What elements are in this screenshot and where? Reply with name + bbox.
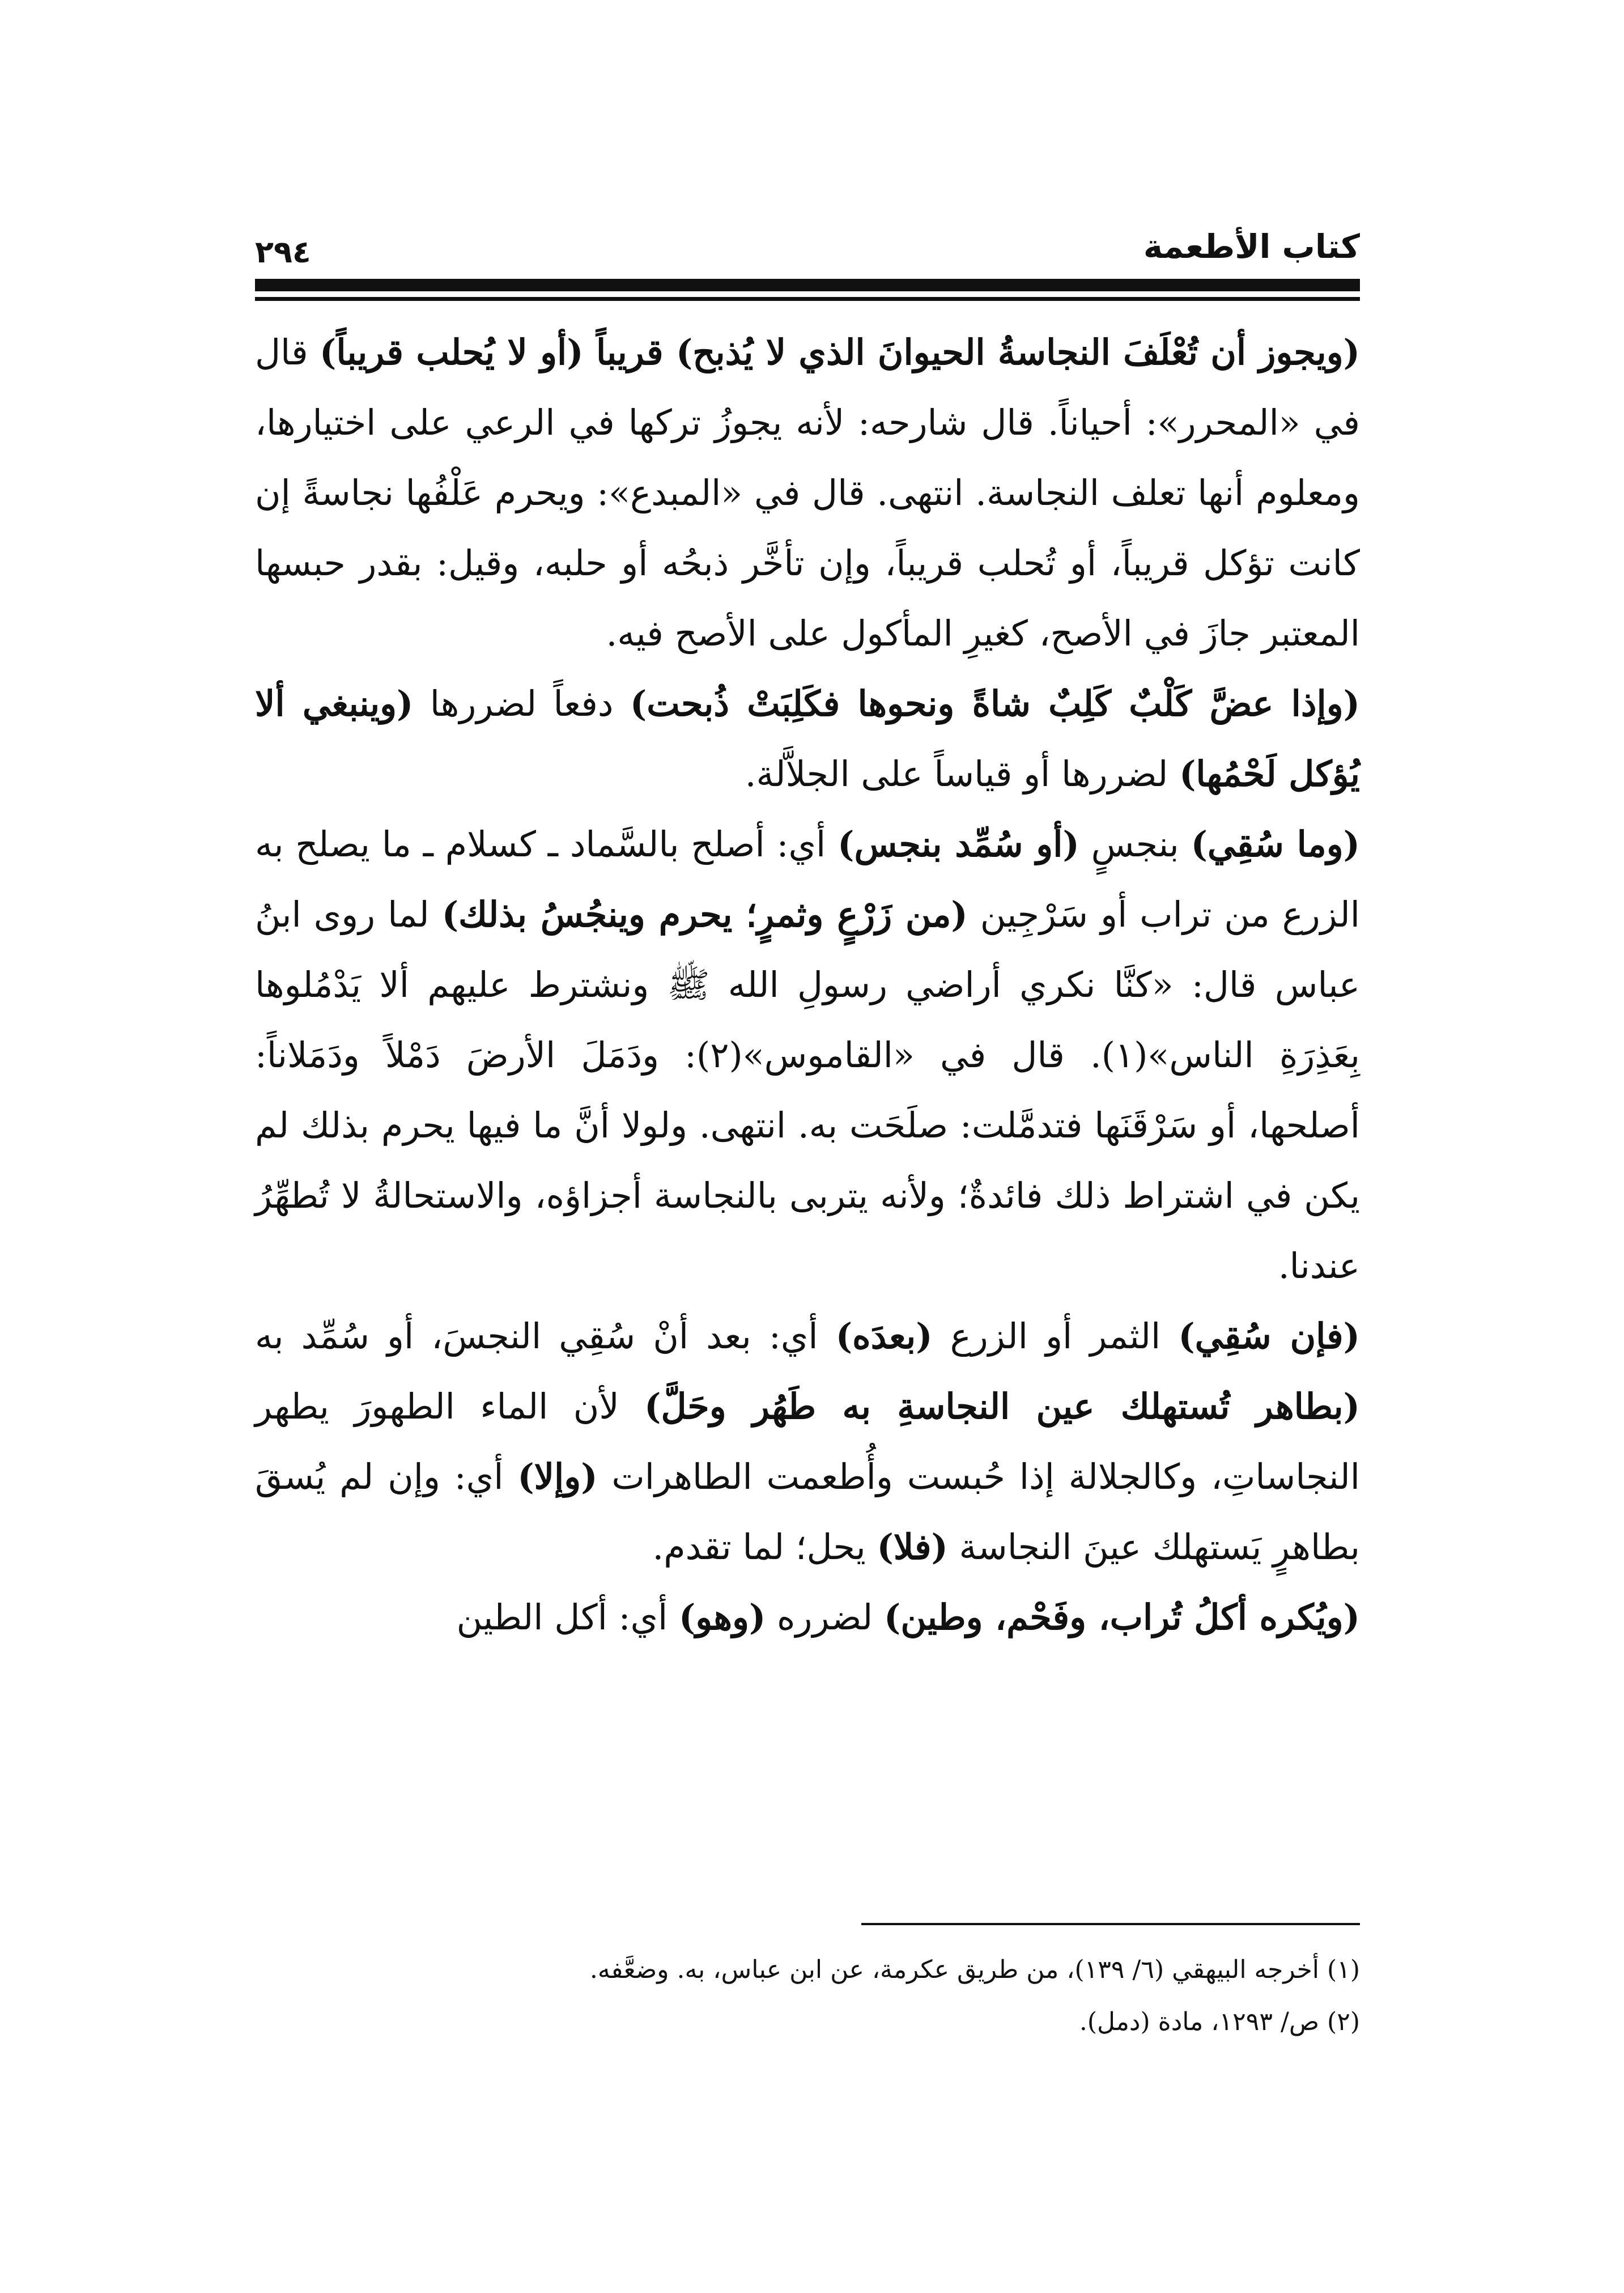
sharh-text: أي: أصلح بالسَّماد ـ كسلام ـ ما يصلح به الزرع من تراب أو سَرْجِين (255, 823, 1360, 935)
matn-text: (وما سُقِي) (1191, 823, 1360, 865)
footnote-separator (861, 1923, 1360, 1925)
sharh-text: لضرره (766, 1596, 885, 1638)
sharh-text: أي: وإن لم يُسقَ بطاهرٍ يَستهلك عينَ النجاسة (255, 1456, 1360, 1568)
paragraph-5 (255, 1582, 1360, 1653)
paragraph-1 (255, 317, 1360, 669)
footnote-1: (١) أخرجه البيهقي (٦/ ١٣٩)، من طريق عكرمة، عن ابن عباس، به. وضعَّفه. (589, 1955, 1360, 1984)
matn-text: (بعدَه) (835, 1315, 933, 1357)
matn-text: (وهو) (678, 1596, 766, 1638)
paragraph-3 (255, 809, 1360, 1301)
sharh-text: دفعاً لضررها (413, 683, 630, 724)
body-text (255, 317, 1360, 1653)
matn-text: (ويجوز أن تُعْلَفَ النجاسةُ الحيوانَ الذي لا يُذبح) قريباً (أو لا يُحلب قريباً) (320, 332, 1360, 373)
sharh-text: قال في «المحرر»: أحياناً. قال شارحه: لأنه يجوزُ تركها في الرعي على اختيارها، ومعلوم أنها تعلف النجاسة. انتهى. قال في «المبدع»: ويحرم عَلْفُها نجاسةً إن كانت تؤكل قريباً، أو تُحلب قريباً، وإن تأخَّر ذبحُه أو حلبه، وقيل: بقدر حبسها المعتبر جازَ في الأصح، كغيرِ المأكول على الأصح فيه. (255, 332, 1360, 654)
page-number: ٢٩٤ (255, 234, 311, 270)
matn-text: (أو سُمِّد بنجس) (837, 823, 1079, 865)
sharh-text: لما روى ابنُ عباس قال: «كنَّا نكري أراضي رسولِ الله ﷺ ونشترط عليهم ألا يَدْمُلوها بِعَذِرَةِ الناس»(١). قال في «القاموس»(٢): ودَمَلَ الأرضَ دَمْلاً ودَمَلاناً: أصلحها، أو سَرْقَنَها فتدمَّلت: صلَحَت به. انتهى. ولولا أنَّ ما فيها يحرم بذلك لم يكن في اشتراط ذلك فائدةٌ؛ ولأنه يتربى بالنجاسة أجزاؤه، والاستحالةُ لا تُطهِّرُ عندنا. (255, 894, 1360, 1286)
sharh-text: يحل؛ لما تقدم. (652, 1526, 877, 1568)
paragraph-4 (255, 1301, 1360, 1582)
header-rule-thin (255, 297, 1360, 301)
running-header (255, 224, 1360, 275)
footnote-2: (٢) ص/ ١٢٩٣، مادة (دمل). (1079, 2007, 1360, 2036)
sharh-text: أي: بعد أنْ سُقِي النجسَ، أو سُمِّد به (255, 1315, 836, 1357)
matn-text: (فلا) (877, 1526, 948, 1568)
sharh-text: أي: أكل الطين (456, 1596, 679, 1638)
sharh-text: الثمر أو الزرع (932, 1315, 1179, 1357)
sharh-text: لضررها أو قياساً على الجلاَّلة. (745, 753, 1180, 795)
sharh-text: لأن الماء الطهورَ يطهر النجاساتِ، وكالجلالة إذا حُبست وأُطعمت الطاهرات (255, 1386, 1360, 1497)
header-rule-thick (255, 279, 1360, 291)
sharh-text: بنجسٍ (1079, 823, 1191, 865)
chapter-title: كتاب الأطعمة (1143, 227, 1360, 266)
matn-text: (بطاهر تُستهلك عين النجاسةِ به طَهُر وحَلَّ) (644, 1386, 1360, 1427)
matn-text: (وإلا) (517, 1456, 598, 1497)
matn-text: (ويُكره أكلُ تُراب، وفَحْم، وطين) (884, 1596, 1360, 1638)
matn-text: (من زَرْعٍ وثمرٍ؛ يحرم وينجُسُ بذلك) (441, 894, 968, 935)
matn-text: (وينبغي ألا يُؤكل لَحْمُها) (255, 683, 1360, 795)
matn-text: (فإن سُقِي) (1178, 1315, 1361, 1357)
footnotes (255, 1944, 1360, 2048)
matn-text: (وإذا عضَّ كَلْبٌ كَلِبٌ شاةً ونحوها فكَلِبَتْ ذُبحت) (630, 683, 1360, 724)
paragraph-2 (255, 669, 1360, 809)
